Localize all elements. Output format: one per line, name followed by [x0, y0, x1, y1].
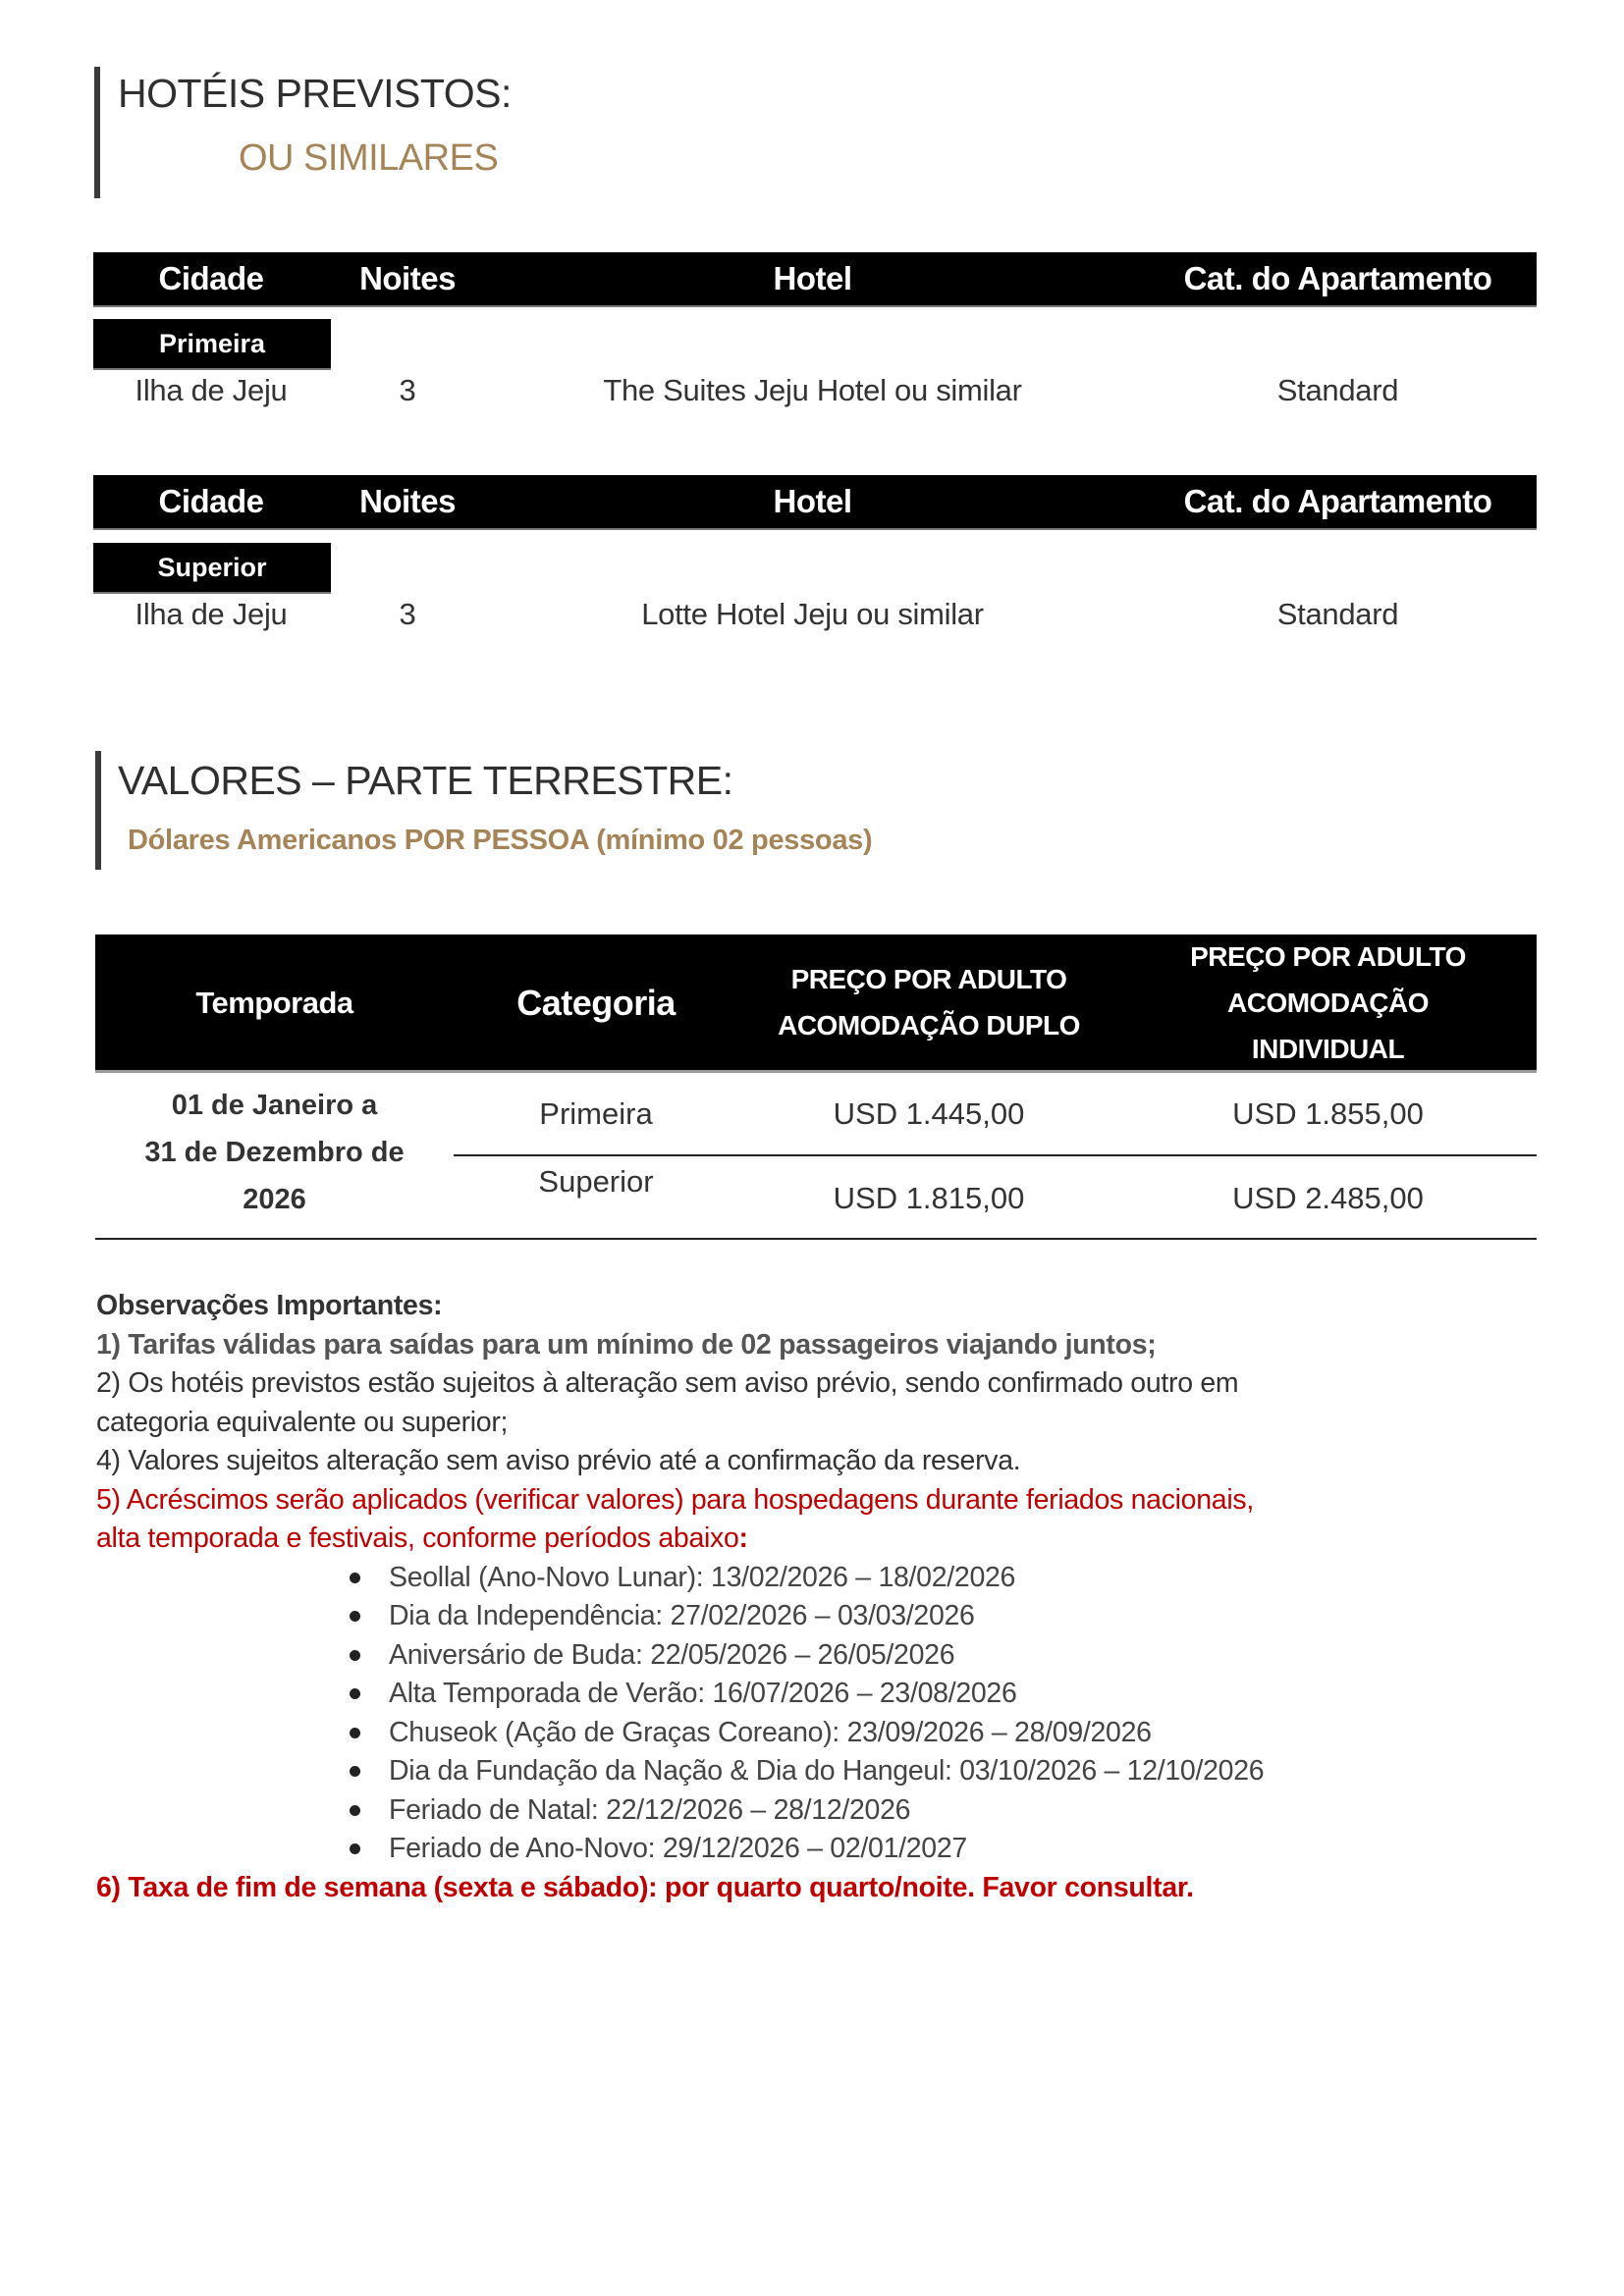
- note-2-continued: categoria equivalente ou superior;: [96, 1406, 509, 1438]
- cell-hotel: The Suites Jeju Hotel ou similar: [603, 373, 1022, 407]
- header-single-line-2: ACOMODAÇÃO: [1227, 987, 1429, 1018]
- header-category: Categoria: [516, 982, 676, 1023]
- price-table: [95, 934, 1537, 1241]
- header-single-text: [1190, 934, 1466, 1072]
- header-room-category: Cat. do Apartamento: [1183, 483, 1492, 519]
- list-item: [350, 1559, 1471, 1598]
- header-single-line-3: INDIVIDUAL: [1251, 1033, 1405, 1064]
- list-item: [350, 1714, 1471, 1753]
- cell-category: Superior: [538, 1164, 654, 1199]
- note-6-weekend-fee: 6) Taxa de fim de semana (sexta e sábado): por quarto quarto/noite. Favor consultar.: [96, 1871, 1194, 1903]
- period-text: Chuseok (Ação de Graças Coreano): 23/09/2026 – 28/09/2026: [389, 1716, 1152, 1748]
- hotels-title: HOTÉIS PREVISTOS:: [118, 71, 512, 116]
- note-5-text: alta temporada e festivais, conforme períodos abaixo: [96, 1522, 739, 1554]
- header-single-price: [1119, 934, 1537, 1070]
- note-5-continued: [96, 1520, 1471, 1559]
- header-double-price: [738, 934, 1119, 1070]
- list-item: [350, 1675, 1471, 1714]
- bullet-icon: [350, 1573, 360, 1583]
- holiday-periods-list: [96, 1559, 1471, 1869]
- bullet-icon: [350, 1805, 360, 1816]
- bullet-icon: [350, 1728, 360, 1738]
- table-row: [93, 597, 1537, 632]
- cell-nights: 3: [399, 597, 416, 631]
- header-season: Temporada: [195, 985, 353, 1020]
- list-item: [350, 1636, 1471, 1676]
- table-row: [93, 373, 1537, 408]
- cell-hotel: Lotte Hotel Jeju ou similar: [641, 597, 984, 631]
- header-room-category: Cat. do Apartamento: [1183, 260, 1492, 296]
- note-2: 2) Os hotéis previstos estão sujeitos à alteração sem aviso prévio, sendo confirmado outro em: [96, 1367, 1239, 1399]
- category-badge: Primeira: [93, 319, 331, 370]
- hotels-subtitle: OU SIMILARES: [239, 137, 499, 179]
- list-item: [350, 1791, 1471, 1831]
- price-table-header: [95, 934, 1537, 1073]
- important-notes: [96, 1287, 1471, 1907]
- list-item: [350, 1830, 1471, 1869]
- cell-city: Ilha de Jeju: [135, 373, 288, 407]
- header-city: Cidade: [158, 483, 264, 519]
- period-text: Feriado de Ano-Novo: 29/12/2026 – 02/01/2027: [389, 1833, 967, 1864]
- cell-double-price: USD 1.445,00: [833, 1096, 1025, 1131]
- list-item: [350, 1752, 1471, 1791]
- category-badge: Superior: [93, 543, 331, 594]
- cell-double-price: USD 1.815,00: [833, 1181, 1025, 1215]
- cell-single-price: USD 2.485,00: [1232, 1181, 1424, 1215]
- header-double-text: [778, 956, 1080, 1048]
- cell-category: Primeira: [539, 1096, 653, 1131]
- table-bottom-border: [95, 1238, 1537, 1240]
- header-hotel: Hotel: [773, 260, 852, 296]
- hotel-table-header: [93, 475, 1537, 530]
- period-text: Alta Temporada de Verão: 16/07/2026 – 23/08/2026: [389, 1678, 1017, 1709]
- header-nights: Noites: [359, 483, 456, 519]
- period-text: Feriado de Natal: 22/12/2026 – 28/12/2026: [389, 1793, 911, 1826]
- header-double-line-2: ACOMODAÇÃO DUPLO: [778, 1010, 1080, 1041]
- bullet-icon: [350, 1688, 360, 1699]
- hotel-table-header: [93, 252, 1537, 307]
- bullet-icon: [350, 1843, 360, 1854]
- bullet-icon: [350, 1766, 360, 1777]
- header-hotel: Hotel: [773, 483, 852, 519]
- note-5-colon: :: [738, 1522, 748, 1554]
- cell-city: Ilha de Jeju: [135, 597, 288, 631]
- note-5: 5) Acréscimos serão aplicados (verificar valores) para hospedagens durante feriados nacionais,: [96, 1483, 1254, 1516]
- cell-room-category: Standard: [1276, 597, 1399, 631]
- prices-title: VALORES – PARTE TERRESTRE:: [118, 758, 733, 803]
- season-line-2: 31 de Dezembro de: [144, 1137, 405, 1168]
- header-double-line-1: PREÇO POR ADULTO: [790, 964, 1067, 994]
- row-divider: [454, 1154, 1537, 1156]
- period-text: Dia da Independência: 27/02/2026 – 03/03/2026: [389, 1600, 975, 1631]
- cell-single-price: USD 1.855,00: [1232, 1096, 1424, 1131]
- notes-title: Observações Importantes:: [96, 1290, 443, 1321]
- header-nights: Noites: [359, 260, 456, 296]
- season-cell: [95, 1082, 454, 1223]
- bullet-icon: [350, 1650, 360, 1661]
- cell-room-category: Standard: [1276, 373, 1399, 407]
- bullet-icon: [350, 1611, 360, 1622]
- header-city: Cidade: [158, 260, 264, 296]
- list-item: [350, 1597, 1471, 1636]
- period-text: Aniversário de Buda: 22/05/2026 – 26/05/2026: [389, 1638, 955, 1671]
- section-accent-bar: [94, 67, 100, 198]
- period-text: Seollal (Ano-Novo Lunar): 13/02/2026 – 18/02/2026: [389, 1561, 1016, 1593]
- season-line-3: 2026: [243, 1184, 306, 1215]
- section-accent-bar: [95, 751, 101, 870]
- header-single-line-1: PREÇO POR ADULTO: [1190, 940, 1466, 972]
- season-line-1: 01 de Janeiro a: [171, 1090, 378, 1121]
- note-1: 1) Tarifas válidas para saídas para um mínimo de 02 passageiros viajando juntos;: [96, 1328, 1157, 1361]
- note-4: 4) Valores sujeitos alteração sem aviso prévio até a confirmação da reserva.: [96, 1445, 1021, 1476]
- cell-nights: 3: [399, 373, 416, 407]
- prices-subtitle: Dólares Americanos POR PESSOA (mínimo 02 pessoas): [128, 825, 873, 856]
- period-text: Dia da Fundação da Nação & Dia do Hangeul: 03/10/2026 – 12/10/2026: [389, 1755, 1265, 1787]
